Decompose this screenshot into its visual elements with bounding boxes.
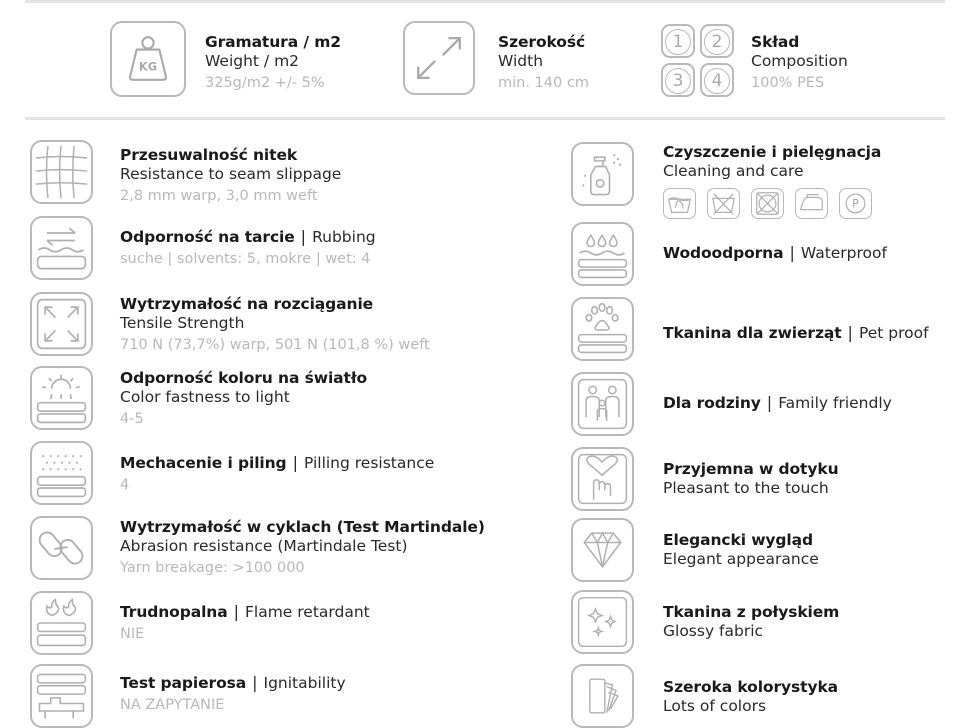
waterproof-separator: | [789,243,795,262]
color-swatches-icon [571,664,634,728]
sun-icon [30,366,93,430]
seam-slippage-value: 2,8 mm warp, 3,0 mm weft [120,188,318,204]
width-value: min. 140 cm [498,75,589,91]
elegant-subtitle: Elegant appearance [663,550,819,568]
weight-kg-icon [110,21,186,97]
pilling-value: 4 [120,477,130,493]
ignitability-separator: | [252,673,258,692]
tensile-title: Wytrzymałość na rozciąganie [120,295,374,313]
top-divider [25,0,945,3]
rubbing-separator: | [300,227,307,246]
rubbing-title: Odporność na tarcie [120,228,295,246]
cleaning-subtitle: Cleaning and care [663,162,804,180]
seam-slippage-title: Przesuwalność nitek [120,146,298,164]
family-icon [571,372,634,436]
composition-digit-2: 2 [700,24,734,58]
light-fastness-value: 4-5 [120,411,144,427]
composition-digit-4: 4 [700,63,734,97]
touch-hand-icon [571,447,634,511]
rubbing-value: suche | solvents: 5, mokre | wet: 4 [120,251,371,267]
water-drops-icon [571,222,634,286]
martindale-subtitle: Abrasion resistance (Martindale Test) [120,537,408,555]
pilling-dots-icon [30,441,93,505]
touch-title: Przyjemna w dotyku [663,460,839,478]
colors-subtitle: Lots of colors [663,697,767,715]
width-subtitle: Width [498,52,544,70]
stretch-arrows-icon [30,292,93,356]
family-separator: | [766,393,773,412]
ignitability-title: Test papierosa [120,674,247,692]
tensile-subtitle: Tensile Strength [120,314,245,332]
light-fastness-subtitle: Color fastness to light [120,388,290,406]
weight-title: Gramatura / m2 [205,33,341,51]
colors-title: Szeroka kolorystyka [663,678,839,696]
tensile-value: 710 N (73,7%) warp, 501 N (101,8 %) weft [120,337,430,353]
grid-fabric-icon [30,140,93,204]
no-tumble-dry-icon [751,188,784,219]
composition-subtitle: Composition [751,52,848,70]
iron-icon [795,188,828,219]
family-title: Dla rodziny [663,394,761,412]
glossy-title: Tkanina z połyskiem [663,603,840,621]
seam-slippage-subtitle: Resistance to seam slippage [120,165,342,183]
flame-subtitle: Flame retardant [244,603,370,621]
flame-separator: | [233,602,239,621]
cigarette-icon [30,664,93,728]
weight-subtitle: Weight / m2 [205,52,300,70]
dry-clean-p-icon [839,188,872,219]
pet-proof-subtitle: Pet proof [858,324,929,342]
pilling-subtitle: Pilling resistance [303,454,435,472]
martindale-title: Wytrzymałość w cyklach (Test Martindale) [120,518,485,536]
waterproof-title: Wodoodporna [663,244,784,262]
ignitability-subtitle: Ignitability [263,674,346,692]
sparkle-icon [571,590,634,654]
weight-value: 325g/m2 +/- 5% [205,75,325,91]
section-divider [25,117,945,120]
light-fastness-title: Odporność koloru na światło [120,369,368,387]
pilling-title: Mechacenie i piling [120,454,287,472]
elegant-title: Elegancki wygląd [663,531,813,549]
diamond-icon [571,518,634,582]
composition-value: 100% PES [751,75,825,91]
paw-icon [571,297,634,361]
cleaning-title: Czyszczenie i pielęgnacja [663,143,882,161]
no-bleach-icon [707,188,740,219]
flame-value: NIE [120,626,145,642]
chain-links-icon [30,516,93,580]
svg-text:KG: KG [138,59,158,74]
pilling-separator: | [292,453,298,472]
width-title: Szerokość [498,33,586,51]
width-arrows-icon [403,21,475,95]
rubbing-subtitle: Rubbing [312,228,376,246]
spray-bottle-icon [571,142,634,206]
flame-icon [30,591,93,655]
svg-text:P: P [852,197,859,211]
family-subtitle: Family friendly [778,394,892,412]
composition-digit-3: 3 [661,63,695,97]
martindale-value: Yarn breakage: >100 000 [120,560,305,576]
glossy-subtitle: Glossy fabric [663,622,764,640]
composition-title: Skład [751,33,800,51]
touch-subtitle: Pleasant to the touch [663,479,829,497]
flame-title: Trudnopalna [120,603,228,621]
composition-digit-1: 1 [661,24,695,58]
hand-wash-icon [663,188,696,219]
ignitability-value: NA ZAPYTANIE [120,697,225,713]
pet-proof-title: Tkanina dla zwierząt [663,324,842,342]
rubbing-arrows-icon [30,216,93,280]
pet-proof-separator: | [847,323,853,342]
waterproof-subtitle: Waterproof [800,244,887,262]
